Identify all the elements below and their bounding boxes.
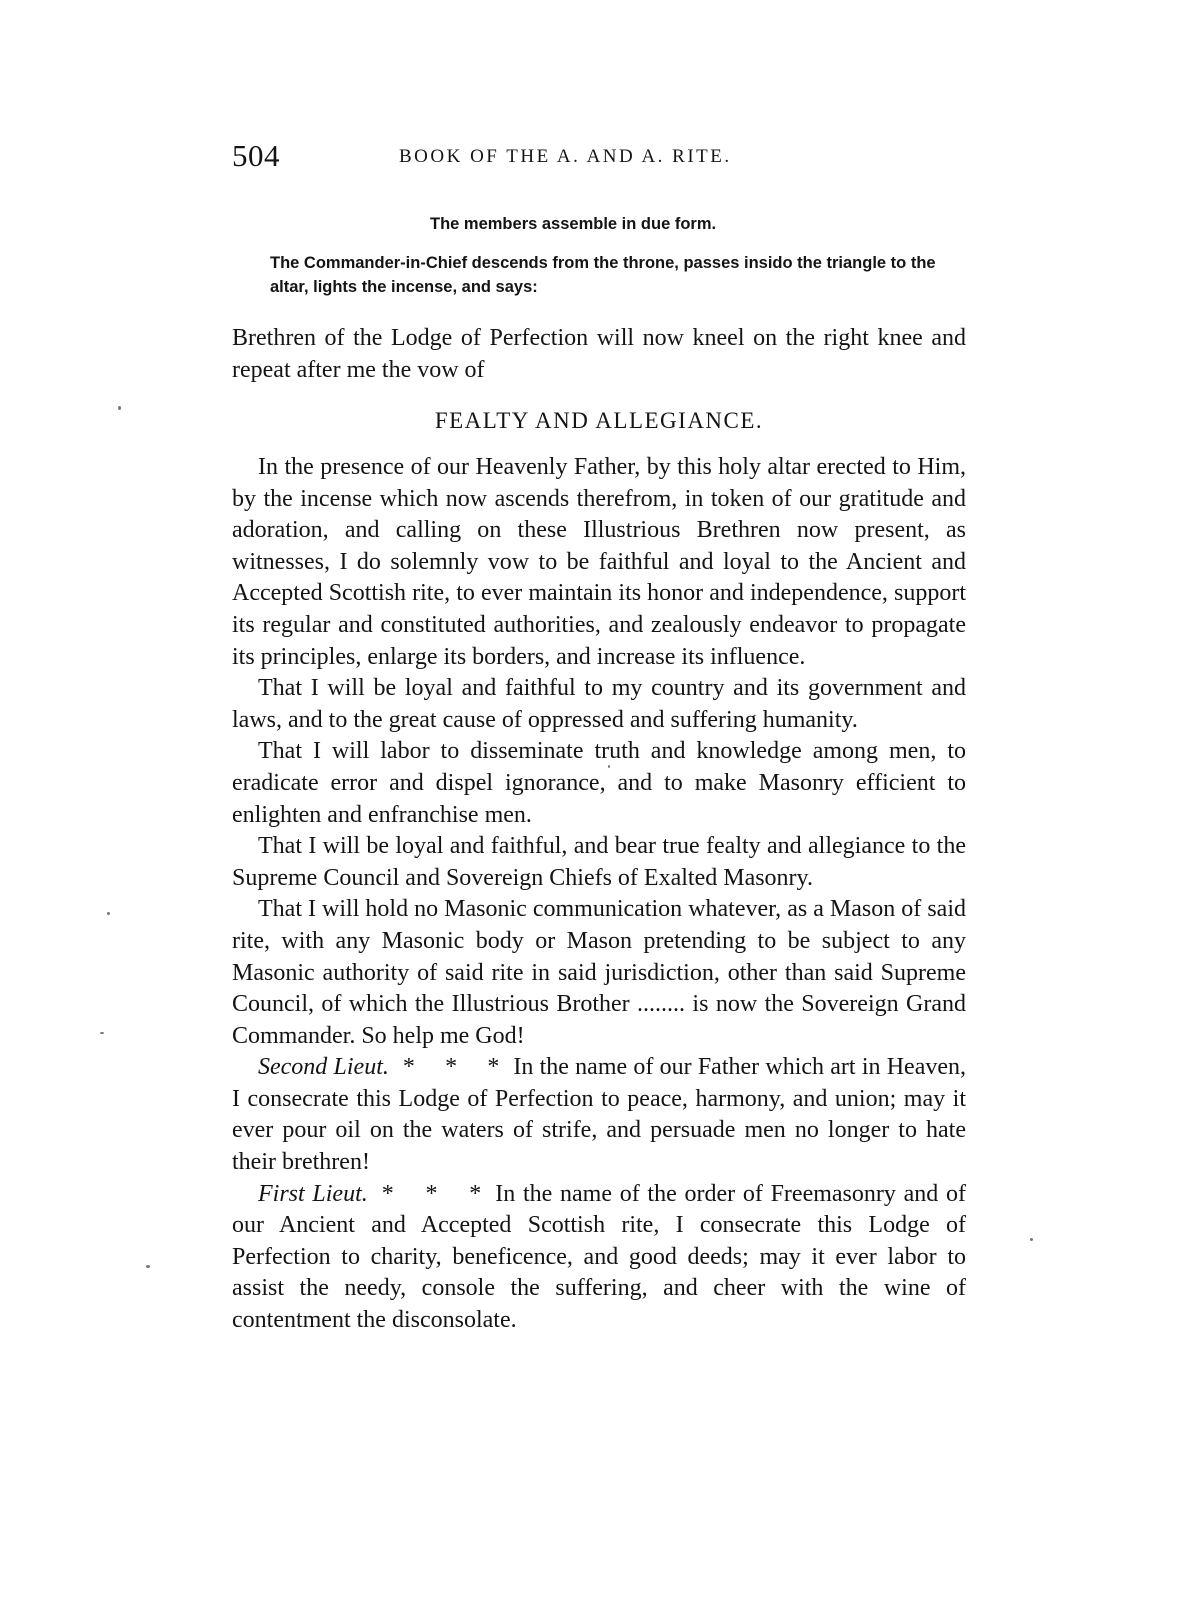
- page-header: [232, 138, 972, 178]
- scan-speck: [1030, 1238, 1033, 1241]
- running-head: BOOK OF THE A. AND A. RITE.: [399, 146, 732, 167]
- rubric-assemble: The members assemble in due form.: [430, 215, 717, 233]
- intro-paragraph: Brethren of the Lodge of Perfection will now kneel on the right knee and repeat after me the vow of: [232, 325, 966, 383]
- stars-separator: * * *: [402, 1054, 512, 1081]
- scan-speck: [146, 1265, 150, 1268]
- consecration-text: In the name of the order of Freemasonry and of our Ancient and Accepted Scottish rite, I consecrate this Lodge of Perfection to charity, beneficence, and good deeds; may it ever labor to assist the needy, console the suffering, and cheer with the wine of contentment the disconsolate.: [232, 1180, 966, 1334]
- vow-paragraph: That I will be loyal and faithful to my country and its government and laws, and to the great cause of oppressed and suffering humanity.: [232, 675, 966, 733]
- vow-paragraph: In the presence of our Heavenly Father, by this holy altar erected to Him, by the incense which now ascends therefrom, in token of our gratitude and adoration, and calling on these Illustrious Brethren now present, as witnesses, I do solemnly vow to be faithful and loyal to the Ancient and Accepted Scottish rite, to ever maintain its honor and independence, support its regular and constituted authorities, and zealously endeavor to propagate its principles, enlarge its borders, and increase its influence.: [232, 454, 966, 670]
- vow-paragraph: That I will hold no Masonic communication whatever, as a Mason of said rite, with any Masonic body or Mason pretending to be subject to any Masonic authority of said rite in said jurisdiction, other than said Supreme Council, of which the Illustrious Brother ........ is now the Sovereign Grand Commander. So help me God!: [232, 896, 966, 1049]
- vow-text: [232, 452, 966, 1337]
- speaker-label: First Lieut.: [258, 1180, 368, 1207]
- vow-paragraph: That I will be loyal and faithful, and bear true fealty and allegiance to the Supreme Council and Sovereign Chiefs of Exalted Masonry.: [232, 833, 966, 891]
- vow-paragraph: That I will labor to disseminate truth and knowledge among men, to eradicate error and dispel ignorance, and to make Masonry efficient to enlighten and enfranchise men.: [232, 738, 966, 828]
- stars-separator: * * *: [381, 1180, 494, 1207]
- intro-text: [232, 323, 966, 386]
- consecration-text: In the name of our Father which art in Heaven, I consecrate this Lodge of Perfection to peace, harmony, and union; may it ever pour oil on the waters of strife, and persuade men no longer to hate their brethren!: [232, 1054, 967, 1176]
- consecration-first-lieut: [232, 1179, 966, 1337]
- scan-speck: [118, 406, 121, 410]
- page-number: 504: [232, 138, 280, 173]
- scan-speck: [608, 765, 610, 768]
- section-heading: FEALTY AND ALLEGIANCE.: [434, 408, 764, 433]
- scan-speck: [107, 912, 110, 915]
- consecration-second-lieut: [232, 1052, 966, 1178]
- speaker-label: Second Lieut.: [258, 1054, 389, 1081]
- scan-speck: [100, 1032, 104, 1034]
- rubric-descends: The Commander-in-Chief descends from the throne, passes insido the triangle to the altar, lights the incense, and says:: [270, 254, 936, 296]
